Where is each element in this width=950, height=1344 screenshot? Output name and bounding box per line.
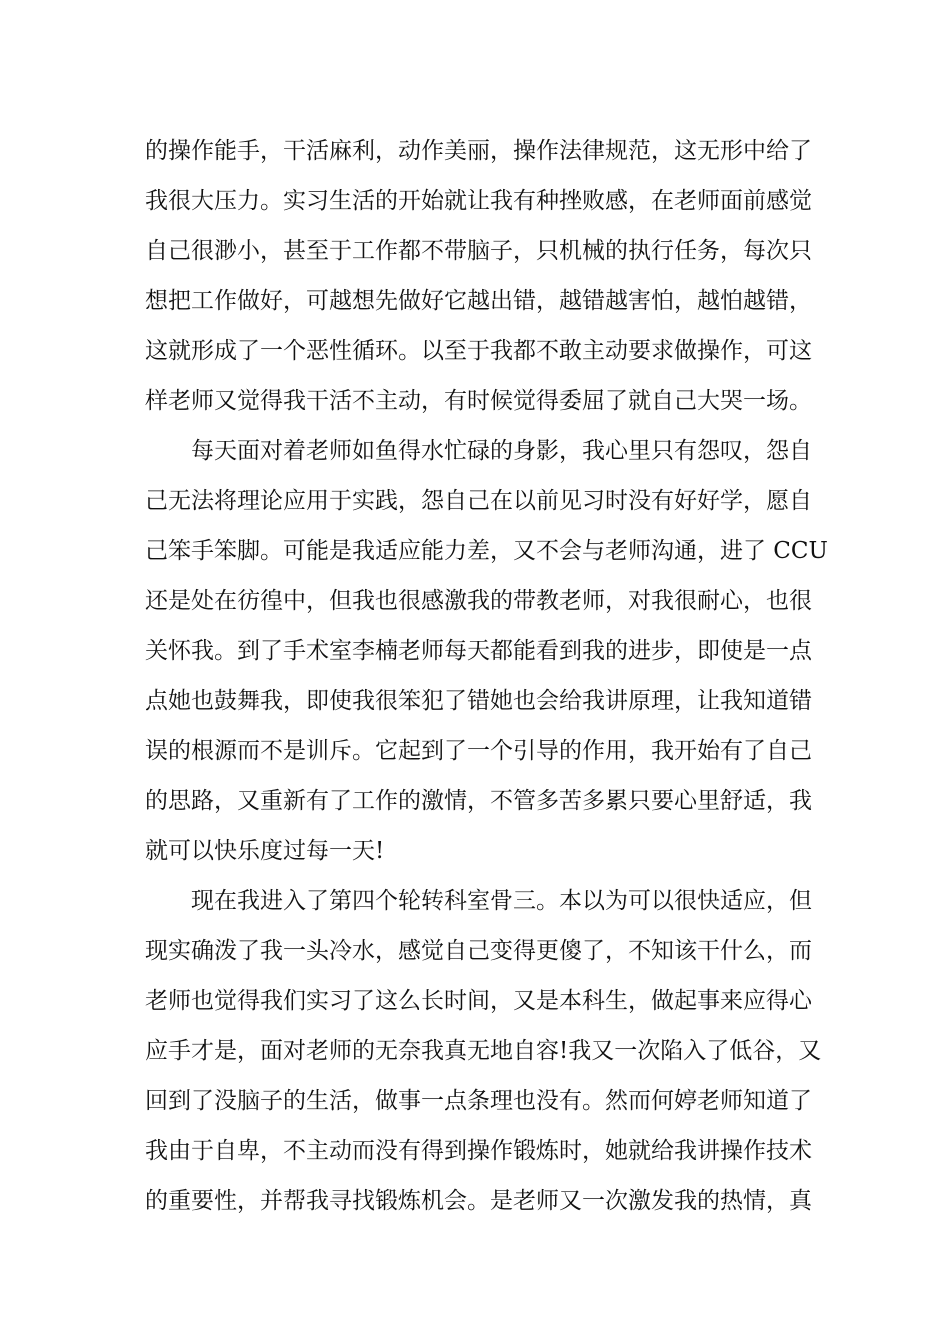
text-line: 还是处在彷徨中，但我也很感激我的带教老师，对我很耐心，也很: [145, 588, 812, 614]
text-line: 己无法将理论应用于实践，怨自己在以前见习时没有好好学，愿自: [145, 488, 812, 514]
text-line: 应手才是，面对老师的无奈我真无地自容!我又一次陷入了低谷，又: [145, 1038, 822, 1064]
text-line: 的重要性，并帮我寻找锻炼机会。是老师又一次激发我的热情，真: [145, 1188, 812, 1214]
text-line: 样老师又觉得我干活不主动，有时候觉得委屈了就自己大哭一场。: [145, 388, 812, 414]
text-line: 的操作能手，干活麻利，动作美丽，操作法律规范，这无形中给了: [145, 138, 812, 164]
text-line: 老师也觉得我们实习了这么长时间，又是本科生，做起事来应得心: [145, 988, 812, 1014]
text-line: 关怀我。到了手术室李楠老师每天都能看到我的进步，即使是一点: [145, 638, 812, 664]
text-line: 每天面对着老师如鱼得水忙碌的身影，我心里只有怨叹，怨自: [191, 438, 812, 464]
text-line: 我很大压力。实习生活的开始就让我有种挫败感，在老师面前感觉: [145, 188, 812, 214]
text-line: 我由于自卑，不主动而没有得到操作锻炼时，她就给我讲操作技术: [145, 1138, 812, 1164]
text-line: 现在我进入了第四个轮转科室骨三。本以为可以很快适应，但: [191, 888, 812, 914]
text-line: 点她也鼓舞我，即使我很笨犯了错她也会给我讲原理，让我知道错: [145, 688, 812, 714]
text-line: 想把工作做好，可越想先做好它越出错，越错越害怕，越怕越错，: [145, 288, 812, 314]
text-line: 己笨手笨脚。可能是我适应能力差，又不会与老师沟通，进了 CCU: [145, 538, 828, 564]
text-line: 就可以快乐度过每一天!: [145, 838, 385, 864]
text-line: 现实确泼了我一头冷水，感觉自己变得更傻了，不知该干什么，而: [145, 938, 812, 964]
text-line: 回到了没脑子的生活，做事一点条理也没有。然而何婷老师知道了: [145, 1088, 812, 1114]
text-line: 这就形成了一个恶性循环。以至于我都不敢主动要求做操作，可这: [145, 338, 812, 364]
text-line: 误的根源而不是训斥。它起到了一个引导的作用，我开始有了自己: [145, 738, 812, 764]
text-line: 自己很渺小，甚至于工作都不带脑子，只机械的执行任务，每次只: [145, 238, 812, 264]
text-line: 的思路，又重新有了工作的激情，不管多苦多累只要心里舒适，我: [145, 788, 812, 814]
